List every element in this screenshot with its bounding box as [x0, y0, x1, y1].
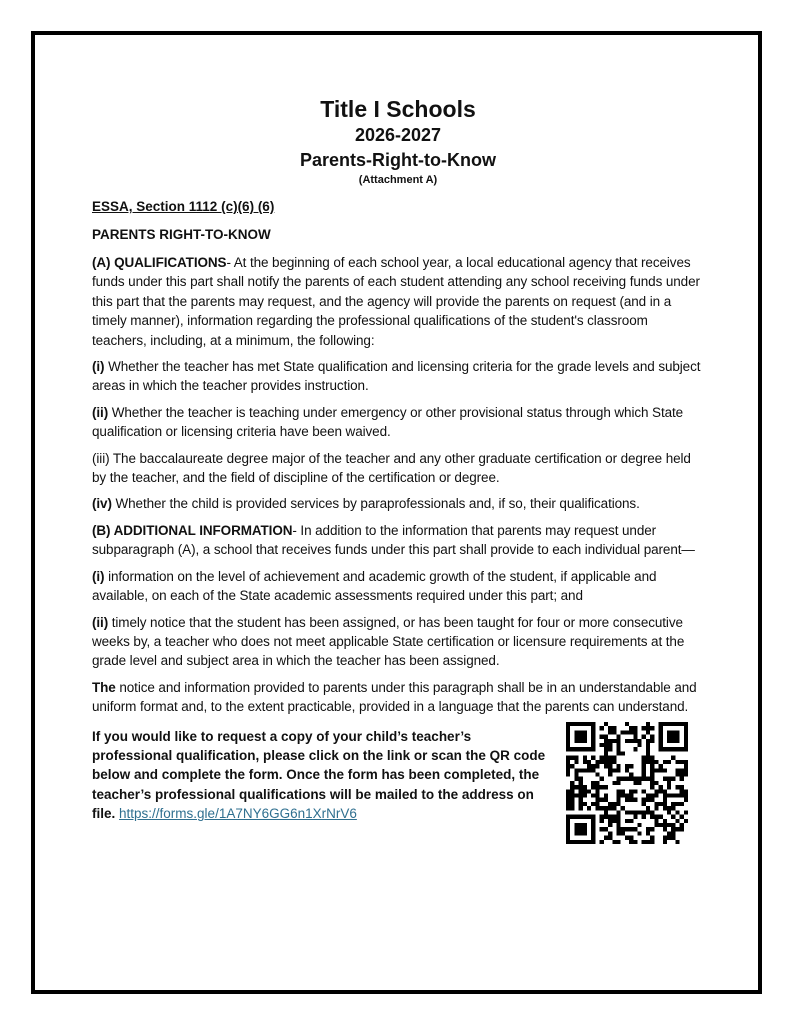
additional-text: - In addition to the information that parents may request under subparagraph (A), a school that receives funds under this part shall provide to each individual parent—	[92, 522, 695, 558]
add-ii-label: (ii)	[92, 614, 109, 630]
add-ii-paragraph	[92, 613, 704, 671]
item-iii-paragraph	[92, 449, 704, 488]
additional-paragraph	[92, 521, 704, 560]
page-subtitle: Parents-Right-to-Know	[300, 150, 496, 170]
form-link[interactable]: https://forms.gle/1A7NY6GG6n1XrNrV6	[119, 806, 357, 822]
item-i-label: (i)	[92, 359, 105, 375]
item-i-text: Whether the teacher has met State qualification and licensing criteria for the grade levels and subject areas in which the teacher provides instruction.	[92, 359, 701, 394]
school-year: 2026-2027	[354, 125, 442, 145]
add-ii-text: timely notice that the student has been assigned, or has been taught for four or more consecutive weeks by, a teacher who does not meet applicable State certification or licensure requirements at the grade level and subject area in which the teacher has been assigned.	[92, 614, 685, 669]
qualifications-paragraph	[92, 253, 704, 350]
document-body	[92, 95, 704, 852]
item-iv-label: (iv)	[92, 496, 112, 512]
notice-text: notice and information provided to parents under this paragraph shall be in an understandable and uniform format and, to the extent practicable, provided in a language that the parents can understand.	[92, 679, 697, 715]
item-iv-text: Whether the child is provided services by paraprofessionals and, if so, their qualifications.	[111, 496, 640, 512]
attachment-label: (Attachment A)	[358, 174, 438, 186]
essa-heading: ESSA, Section 1112 (c)(6) (6)	[92, 199, 275, 214]
notice-label: The	[92, 679, 116, 695]
item-iii-text: (iii) The baccalaureate degree major of the teacher and any other graduate certification or degree held by the teacher, and the field of discipline of the certification or degree.	[92, 450, 691, 486]
qr-code-icon[interactable]	[566, 721, 688, 845]
item-ii-label: (ii)	[92, 404, 109, 420]
add-i-label: (i)	[92, 568, 105, 584]
qualifications-label: (A) QUALIFICATIONS	[92, 255, 227, 270]
item-i-paragraph	[92, 357, 704, 396]
request-text: If you would like to request a copy of your child’s teacher’s professional qualification, please click on the link or scan the QR code below and complete the form. Once the form has been completed, the teacher’s professional qualifications will be mailed to the address on file.	[92, 728, 546, 822]
add-i-paragraph	[92, 567, 704, 606]
qualifications-text: - At the beginning of each school year, a local educational agency that receives funds under this part shall notify the parents of each student attending any school receiving funds under this part that the parents may request, and the agency will provide the parents on request (and in a timely manner), information regarding the professional qualifications of the student's classroom teachers, including, at a minimum, the following:	[92, 255, 700, 348]
request-paragraph	[92, 727, 552, 824]
item-ii-paragraph	[92, 403, 704, 442]
item-ii-text: Whether the teacher is teaching under emergency or other provisional status through which State qualification or licensing criteria have been waived.	[92, 404, 684, 440]
add-i-text: information on the level of achievement and academic growth of the student, if applicable and available, on each of the State academic assessments required under this part; and	[92, 568, 657, 604]
notice-paragraph	[92, 678, 704, 717]
additional-label: (B) ADDITIONAL INFORMATION	[92, 522, 293, 538]
item-iv-paragraph	[92, 494, 704, 513]
section-heading: PARENTS RIGHT-TO-KNOW	[92, 227, 271, 242]
request-section	[92, 727, 704, 852]
page-title: Title I Schools	[320, 96, 476, 122]
